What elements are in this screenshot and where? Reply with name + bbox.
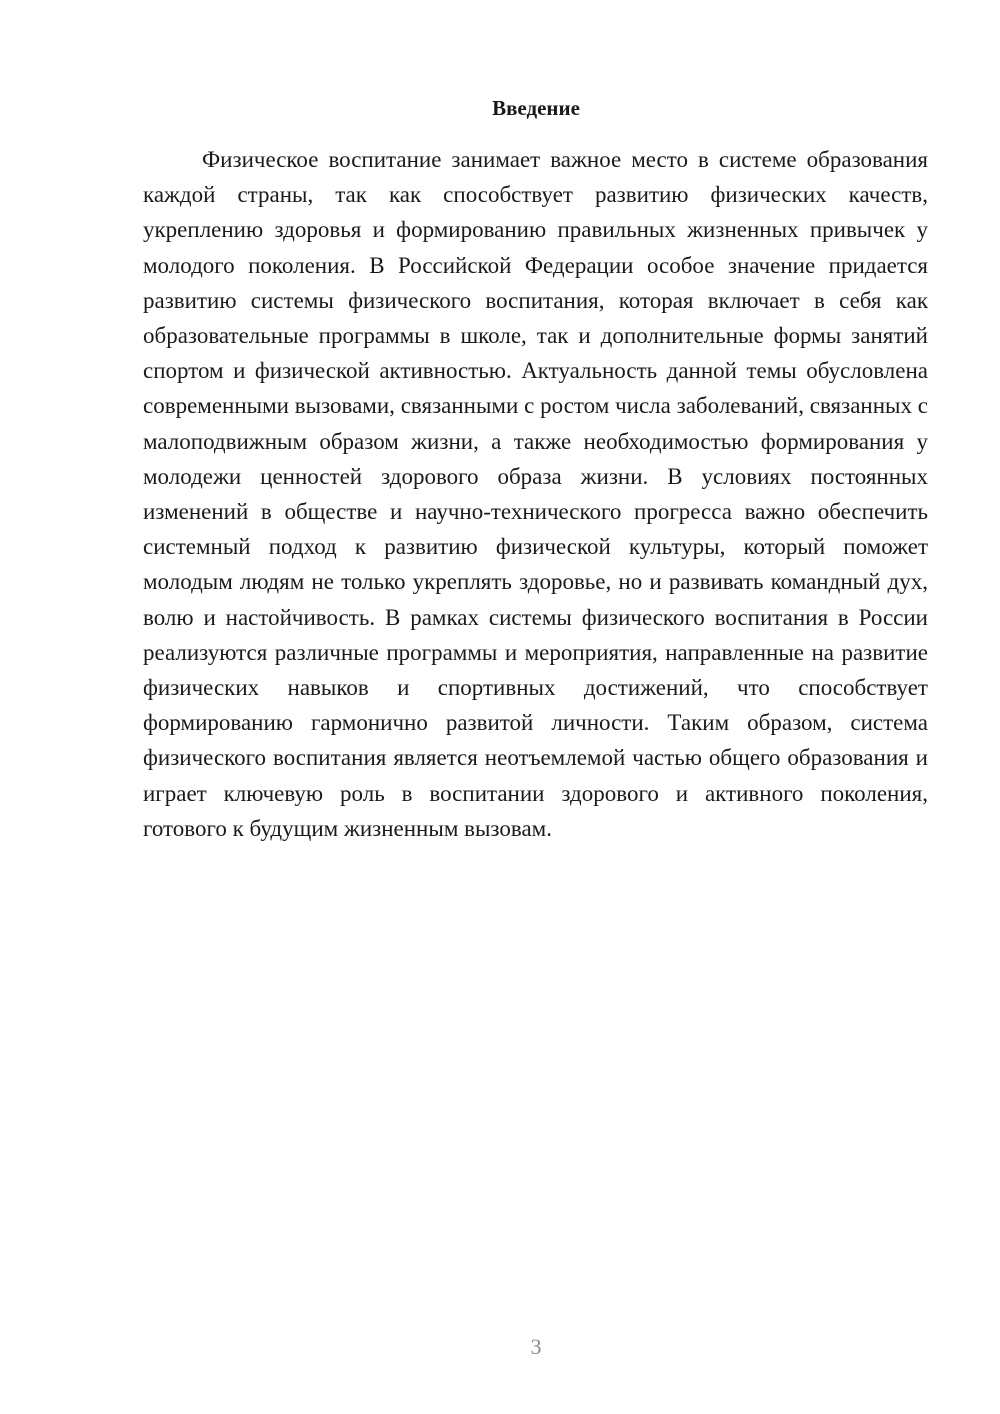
- body-paragraph: Физическое воспитание занимает важное место в системе образования каждой страны, так как способствует развитию физических качеств, укреплению здоровья и формированию правильных жизненных привычек у молодого поколения. В Российской Федерации особое значение придается развитию системы физического воспитания, которая включает в себя как образовательные программы в школе, так и дополнительные формы занятий спортом и физической активностью. Актуальность данной темы обусловлена современными вызовами, связанными с ростом числа заболеваний, связанных с малоподвижным образом жизни, а также необходимостью формирования у молодежи ценностей здорового образа жизни. В условиях постоянных изменений в обществе и научно-технического прогресса важно обеспечить системный подход к развитию физической культуры, который поможет молодым людям не только укреплять здоровье, но и развивать командный дух, волю и настойчивость. В рамках системы физического воспитания в России реализуются различные программы и мероприятия, направленные на развитие физических навыков и спортивных достижений, что способствует формированию гармонично развитой личности. Таким образом, система физического воспитания является неотъемлемой частью общего образования и играет ключевую роль в воспитании здорового и активного поколения, готового к будущим жизненным вызовам.: [143, 147, 928, 841]
- section-heading: Введение: [492, 96, 580, 120]
- page-number: 3: [530, 1334, 542, 1359]
